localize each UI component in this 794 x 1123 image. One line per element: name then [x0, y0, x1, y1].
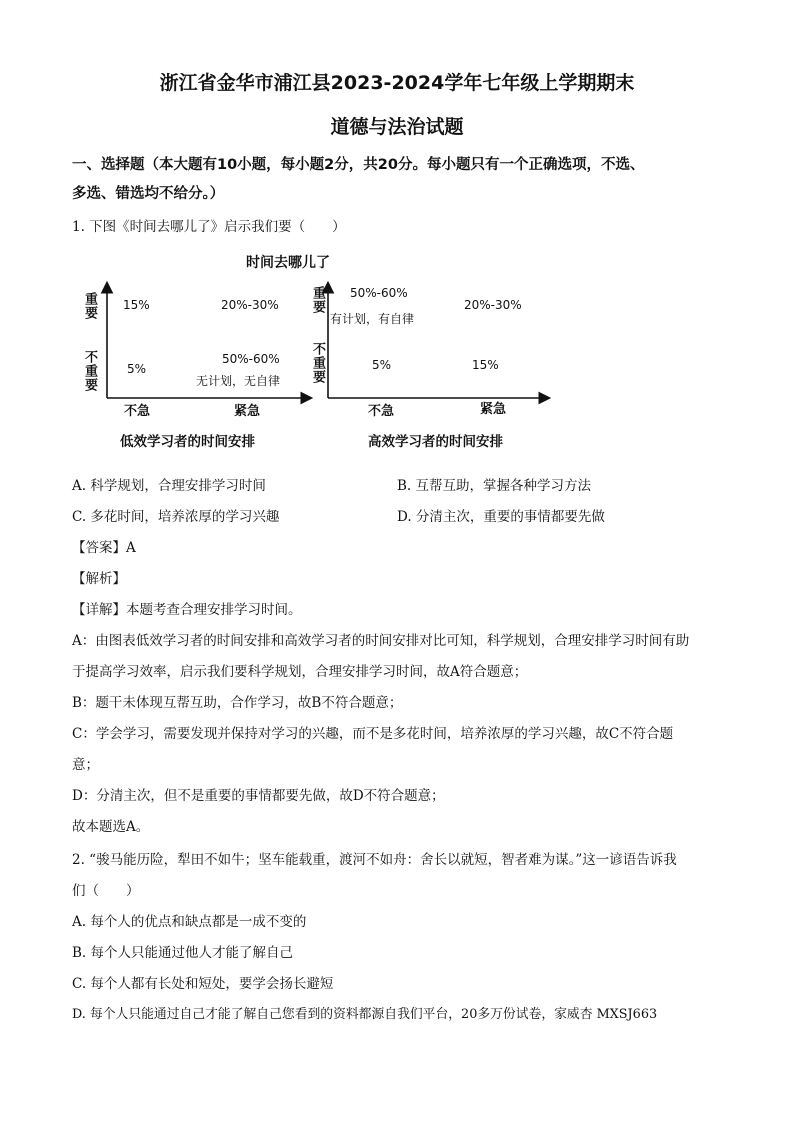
left-cell-br-note: 无计划，无自律: [196, 374, 281, 388]
answer-value: A: [126, 540, 136, 556]
section-heading-line1: 一、选择题（本大题有10小题，每小题2分，共20分。每小题只有一个正确选项，不选、: [72, 157, 645, 173]
q2-option-a: A. 每个人的优点和缺点都是一成不变的: [72, 914, 307, 930]
detail-line-7: D：分清主次，但不是重要的事情都要先做，故D不符合题意；: [72, 788, 445, 804]
right-xlabel-not-urgent: 不急: [368, 404, 395, 419]
left-cell-tr: 20%-30%: [221, 298, 279, 312]
right-ylabel-important: 重要: [310, 286, 325, 314]
q2-option-b: B. 每个人只能通过他人才能了解自己: [72, 945, 294, 961]
left-cell-bl: 5%: [127, 362, 147, 376]
q1-figure: [60, 246, 560, 456]
section-heading-line2: 多选、错选均不给分。）: [72, 186, 225, 202]
left-xlabel-not-urgent: 不急: [124, 404, 151, 419]
q1-option-c: C. 多花时间，培养浓厚的学习兴趣: [72, 509, 280, 525]
document-title-line1: 浙江省金华市浦江县2023-2024学年七年级上学期期末: [159, 72, 635, 94]
detail-line-1: 【详解】本题考查合理安排学习时间。: [72, 602, 302, 618]
detail-line-2: A：由图表低效学习者的时间安排和高效学习者的时间安排对比可知，科学规划，合理安排学习时间有助: [72, 633, 690, 649]
q2-stem-line1: 2. “骏马能历险，犁田不如牛；坚车能载重，渡河不如舟：舍长以就短，智者难为谋。”这一谚语告诉我: [72, 852, 677, 868]
q1-answer-line: [72, 536, 136, 556]
right-cell-tl-value: 50%-60%: [350, 286, 408, 300]
detail-line-3: 于提高学习效率，启示我们要科学规划，合理安排学习时间，故A符合题意；: [72, 664, 528, 680]
detail-line-5: C：学会学习，需要发现并保持对学习的兴趣，而不是多花时间，培养浓厚的学习兴趣，故C不符合题: [72, 726, 674, 742]
left-ylabel-unimportant: 不重要: [82, 350, 97, 392]
left-caption: 低效学习者的时间安排: [120, 434, 255, 450]
right-caption: 高效学习者的时间安排: [368, 434, 503, 450]
right-cell-tl-note: 有计划，有自律: [330, 312, 415, 326]
left-xlabel-urgent: 紧急: [234, 404, 261, 419]
right-cell-br: 15%: [472, 358, 499, 372]
right-cell-tr: 20%-30%: [464, 298, 522, 312]
q2-option-c: C. 每个人都有长处和短处，要学会扬长避短: [72, 976, 334, 992]
q2-stem-line2: 们（ ）: [72, 883, 140, 899]
figure-title: 时间去哪儿了: [246, 255, 330, 271]
q1-stem: 1. 下图《时间去哪儿了》启示我们要（ ）: [72, 219, 346, 235]
right-xlabel-urgent: 紧急: [480, 402, 507, 417]
right-cell-bl: 5%: [372, 358, 392, 372]
q2-option-d: D. 每个人只能通过自己才能了解自己您看到的资料都源自我们平台，20多万份试卷，家威杏 MXSJ663: [72, 1007, 658, 1022]
q1-option-d: D. 分清主次，重要的事情都要先做: [397, 509, 605, 525]
document-title-line2: 道德与法治试题: [330, 116, 464, 138]
left-cell-br-value: 50%-60%: [222, 352, 280, 366]
answer-tag: 【答案】: [72, 540, 126, 556]
q1-option-b: B. 互帮互助，掌握各种学习方法: [397, 478, 592, 494]
detail-line-6: 意；: [72, 757, 99, 773]
analysis-tag: 【解析】: [72, 571, 126, 587]
q1-option-a: A. 科学规划，合理安排学习时间: [72, 478, 266, 494]
left-cell-tl: 15%: [123, 298, 150, 312]
detail-line-8: 故本题选A。: [72, 819, 150, 835]
right-ylabel-unimportant: 不重要: [310, 342, 325, 384]
detail-line-4: B：题干未体现互帮互助，合作学习，故B不符合题意；: [72, 695, 403, 711]
left-ylabel-important: 重要: [82, 292, 97, 320]
